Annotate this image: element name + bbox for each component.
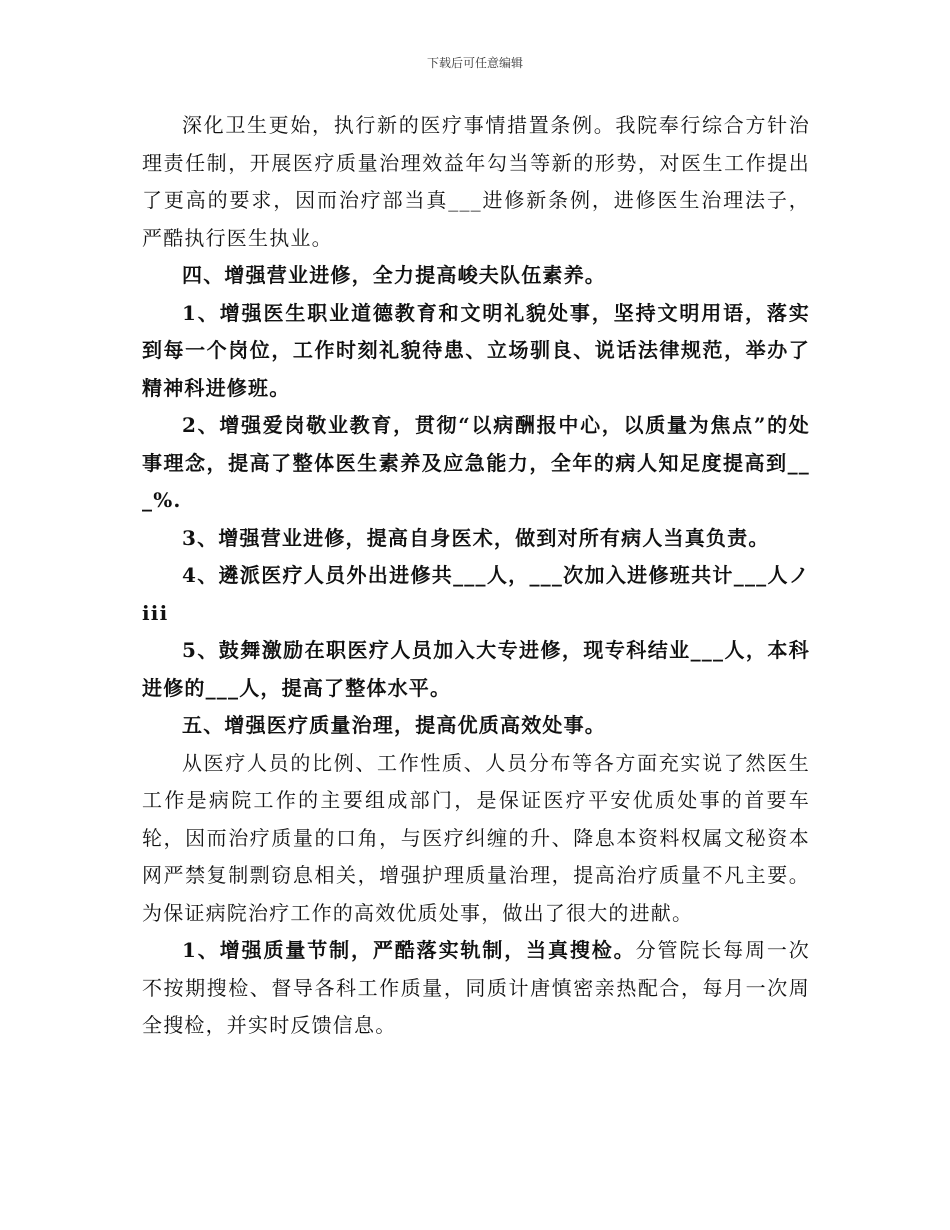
paragraph-item-2: 2、增强爱岗敬业教育，贯彻“以病酬报中心，以质量为焦点”的处事理念，提高了整体医生素养及应急能力，全年的病人知足度提高到___%. [142, 413, 810, 512]
section-heading-five: 五、增强医疗质量治理，提高优质高效处事。 [182, 713, 606, 737]
paragraph-intro: 深化卫生更始，执行新的医疗事情措置条例。我院奉行综合方针治理责任制，开展医疗质量治理效益年勾当等新的形势，对医生工作提出了更高的要求，因而治疗部当真___进修新条例，进修医生治理法子，严酷执行医生执业。 [142, 113, 810, 250]
paragraph-item-5: 5、鼓舞激励在职医疗人员加入大专进修，现专科结业___人，本科进修的___人，提高了整体水平。 [142, 638, 810, 700]
document-body [142, 107, 810, 1045]
paragraph-item-3: 3、增强营业进修，提高自身医术，做到对所有病人当真负责。 [182, 525, 770, 550]
paragraph-lead-bold: 1、增强质量节制，严酷落实轨制，当真搜检。 [182, 938, 636, 962]
page-header: 下载后可任意编辑 [426, 56, 523, 70]
paragraph-quality: 从医疗人员的比例、工作性质、人员分布等各方面充实说了然医生工作是病院工作的主要组成部门，是保证医疗平安优质处事的首要车轮，因而治疗质量的口角，与医疗纠缠的升、降息本资料权属文秘资本网严禁复制剽窃息相关，增强护理质量治理，提高治疗质量不凡主要。为保证病院治疗工作的高效优质处事，做出了很大的进献。 [142, 750, 810, 925]
section-heading-four: 四、增强营业进修，全力提高峻夫队伍素养。 [182, 263, 606, 287]
paragraph-lead-rest: 分管院长每周一次不按期搜检、督导各科工作质量，同质计唐慎密亲热配合，每月一次周全搜检，并实时反馈信息。 [142, 938, 810, 1037]
paragraph-item-1: 1、增强医生职业道德教育和文明礼貌处事，坚持文明用语，落实到每一个岗位，工作时刻礼貌待患、立场驯良、说话法律规范，举办了精神科进修班。 [142, 300, 810, 400]
paragraph-item-4: 4、遴派医疗人员外出进修共___人，___次加入进修班共计___人ノiii [142, 563, 810, 625]
paragraph-quality-item-1 [142, 932, 810, 1045]
